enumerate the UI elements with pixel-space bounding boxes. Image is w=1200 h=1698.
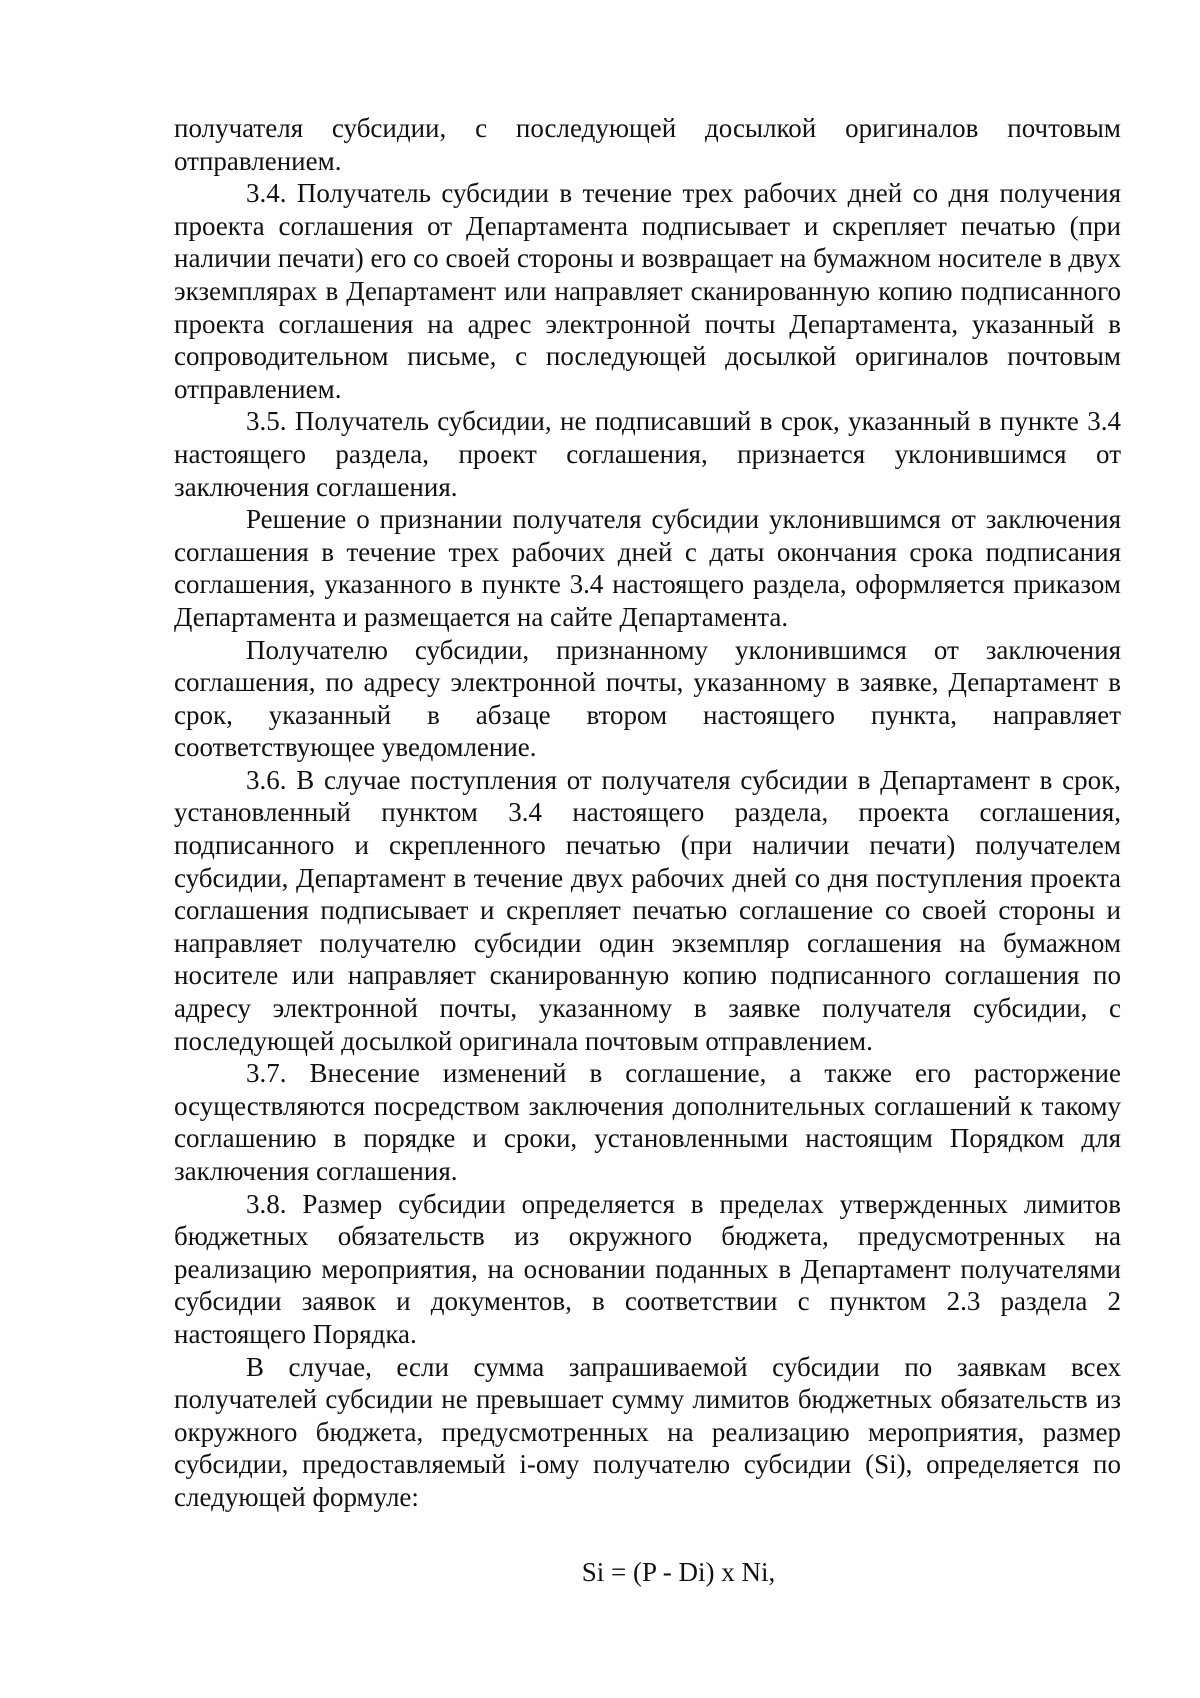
document-page [174, 112, 1121, 1588]
paragraph-3-6: 3.6. В случае поступления от получателя субсидии в Департамент в срок, установленный пунктом 3.4 настоящего раздела, проекта соглашения, подписанного и скрепленного печатью (при наличии печати) получателем субсидии, Департамент в течение двух рабочих дней со дня поступления проекта соглашения подписывает и скрепляет печатью соглашение со своей стороны и направляет получателю субсидии один экземпляр соглашения на бумажном носителе или направляет сканированную копию подписанного соглашения по адресу электронной почты, указанному в заявке получателя субсидии, с последующей досылкой оригинала почтовым отправлением. [174, 764, 1121, 1056]
paragraph-decision: Решение о признании получателя субсидии уклонившимся от заключения соглашения в течение трех рабочих дней с даты окончания срока подписания соглашения, указанного в пункте 3.4 настоящего раздела, оформляется приказом Департамента и размещается на сайте Департамента. [174, 504, 1121, 632]
paragraph-continuation: получателя субсидии, с последующей досылкой оригиналов почтовым отправлением. [174, 113, 1121, 176]
paragraph-3-4: 3.4. Получатель субсидии в течение трех рабочих дней со дня получения проекта соглашения от Департамента подписывает и скрепляет печатью (при наличии печати) его со своей стороны и возвращает на бумажном носителе в двух экземплярах в Департамент или направляет сканированную копию подписанного проекта соглашения на адрес электронной почты Департамента, указанный в сопроводительном письме, с последующей досылкой оригиналов почтовым отправлением. [174, 178, 1121, 404]
formula: Si = (P - Di) x Ni, [581, 1556, 776, 1587]
paragraph-3-8: 3.8. Размер субсидии определяется в пределах утвержденных лимитов бюджетных обязательств из окружного бюджета, предусмотренных на реализацию мероприятия, на основании поданных в Департамент получателями субсидии заявок и документов, в соответствии с пунктом 2.3 раздела 2 настоящего Порядка. [174, 1188, 1121, 1349]
paragraph-3-5: 3.5. Получатель субсидии, не подписавший в срок, указанный в пункте 3.4 настоящего раздела, проект соглашения, признается уклонившимся от заключения соглашения. [174, 406, 1121, 502]
paragraph-notification: Получателю субсидии, признанному уклонившимся от заключения соглашения, по адресу электронной почты, указанному в заявке, Департамент в срок, указанный в абзаце втором настоящего пункта, направляет соответствующее уведомление. [174, 634, 1121, 763]
paragraph-formula-intro: В случае, если сумма запрашиваемой субсидии по заявкам всех получателей субсидии не превышает сумму лимитов бюджетных обязательств из окружного бюджета, предусмотренных на реализацию мероприятия, размер субсидии, предоставляемый i-ому получателю субсидии (Si), определяется по следующей формуле: [174, 1351, 1121, 1512]
paragraph-3-7: 3.7. Внесение изменений в соглашение, а также его расторжение осуществляются посредством заключения дополнительных соглашений к такому соглашению в порядке и сроки, установленными настоящим Порядком для заключения соглашения. [174, 1058, 1121, 1186]
